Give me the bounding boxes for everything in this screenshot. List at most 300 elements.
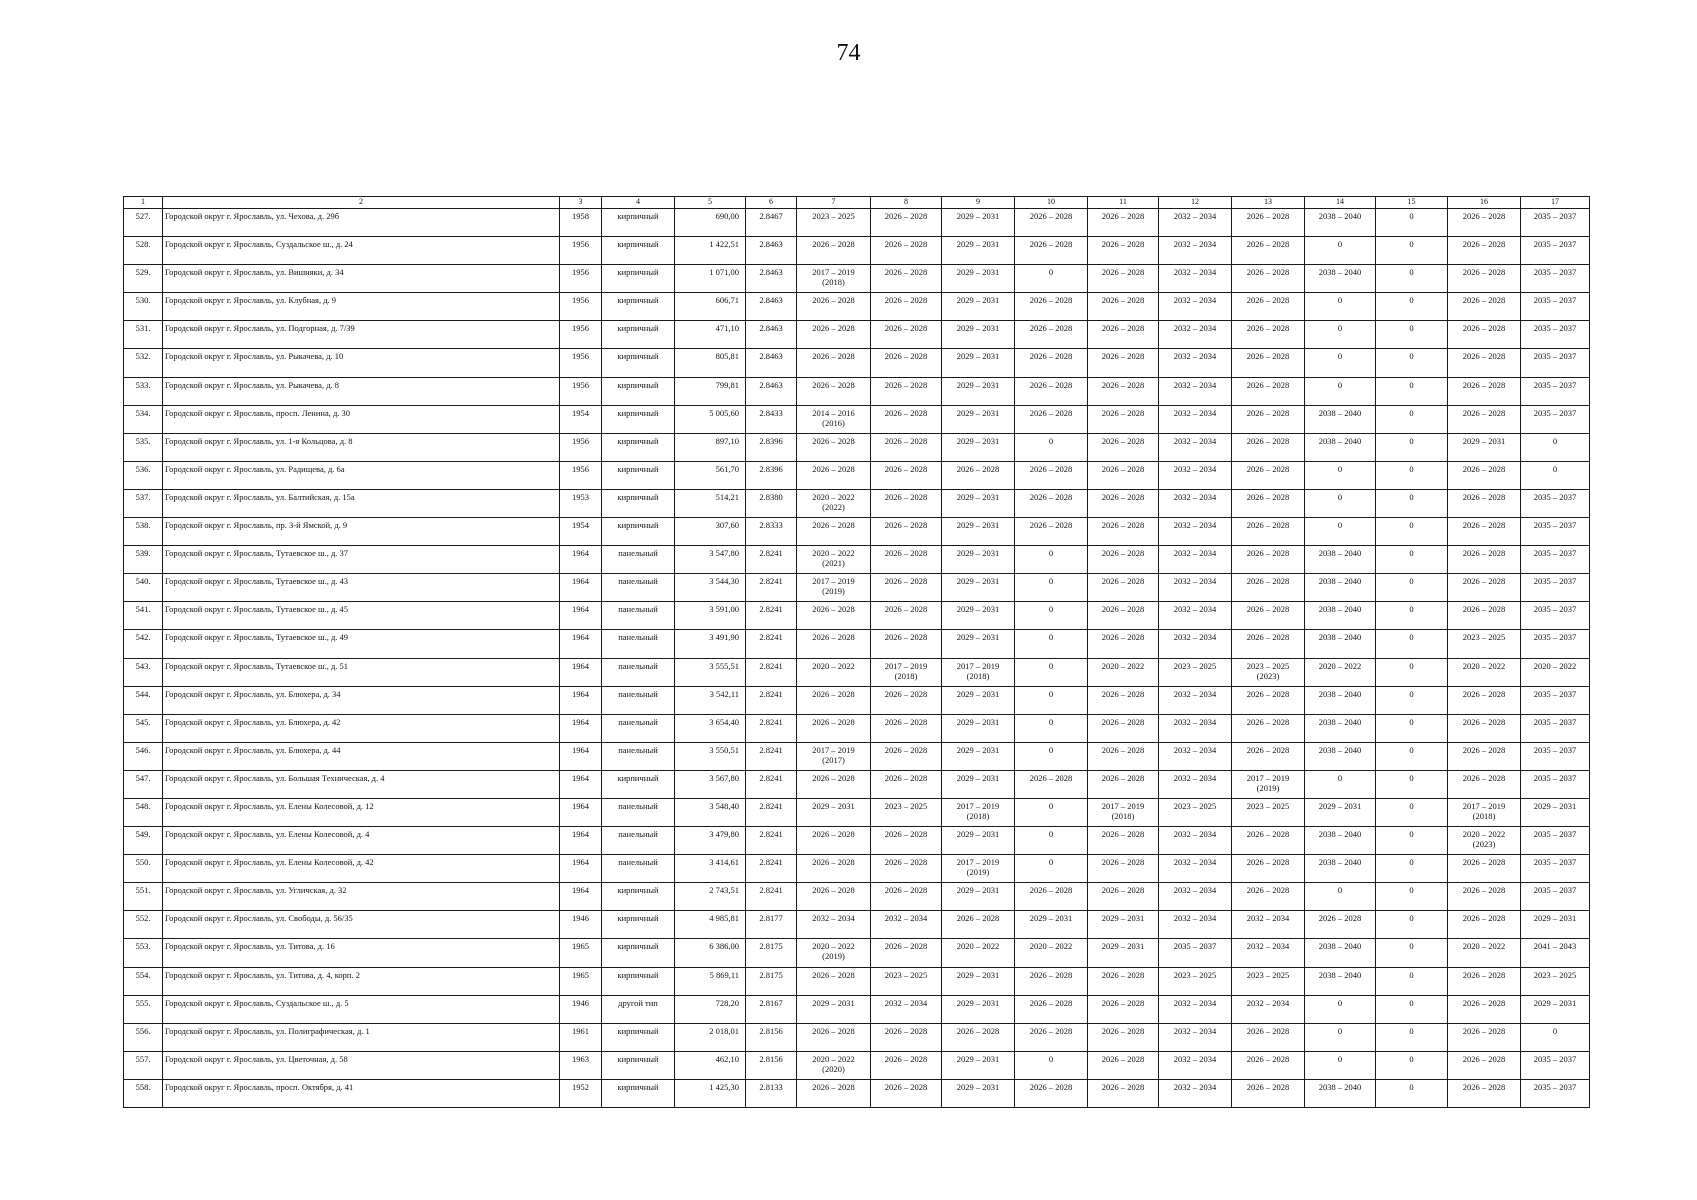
period-cell-7-value: 2026 – 2028 <box>812 716 855 727</box>
material-cell <box>602 293 675 321</box>
period-cell-17-value: 2035 – 2037 <box>1533 295 1577 306</box>
address-cell-value: Городской округ г. Ярославль, ул. 1-я Кольцова, д. 8 <box>165 435 353 446</box>
year-cell <box>560 349 602 377</box>
period-cell-8 <box>871 855 942 883</box>
area-cell <box>675 377 746 405</box>
period-cell-7-value: 2032 – 2034 <box>812 913 855 924</box>
address-cell-value: Городской округ г. Ярославль, Тутаевское ш., д. 51 <box>165 660 349 671</box>
period-cell-9 <box>942 377 1015 405</box>
coefficient-cell <box>746 798 797 826</box>
address-cell <box>163 574 560 602</box>
material-cell <box>602 798 675 826</box>
period-cell-11-actual-year: (2018) <box>1111 810 1135 821</box>
area-cell <box>675 658 746 686</box>
housing-repair-table <box>123 196 1590 1108</box>
area-cell <box>675 911 746 939</box>
period-cell-8 <box>871 518 942 546</box>
period-cell-14-value: 2038 – 2040 <box>1318 407 1362 418</box>
period-cell-8 <box>871 349 942 377</box>
row-number <box>124 209 163 237</box>
row-number <box>124 518 163 546</box>
material-cell <box>602 883 675 911</box>
period-cell-17-value: 2035 – 2037 <box>1533 211 1577 221</box>
column-number-header-row <box>124 197 1590 209</box>
period-cell-15-value: 0 <box>1409 997 1414 1008</box>
material-cell <box>602 770 675 798</box>
year-cell <box>560 883 602 911</box>
period-cell-16-value: 2026 – 2028 <box>1462 997 1506 1008</box>
period-cell-8 <box>871 602 942 630</box>
period-cell-13 <box>1232 321 1305 349</box>
period-cell-17 <box>1521 349 1590 377</box>
material-cell-value: панельный <box>618 632 658 643</box>
period-cell-15 <box>1376 574 1448 602</box>
coefficient-cell-value: 2.8175 <box>759 969 783 980</box>
period-cell-16 <box>1448 1079 1521 1107</box>
period-cell-12-value: 2032 – 2034 <box>1173 435 1217 446</box>
coefficient-cell <box>746 855 797 883</box>
address-cell <box>163 770 560 798</box>
period-cell-13 <box>1232 714 1305 742</box>
period-cell-7 <box>797 967 871 995</box>
period-cell-14-value: 0 <box>1337 491 1343 502</box>
address-cell <box>163 546 560 574</box>
period-cell-9-value: 2026 – 2028 <box>956 1025 1000 1036</box>
material-cell <box>602 630 675 658</box>
row-number-value: 544. <box>135 688 151 699</box>
period-cell-12-value: 2032 – 2034 <box>1173 857 1217 868</box>
material-cell <box>602 518 675 546</box>
period-cell-11-value: 2026 – 2028 <box>1101 211 1145 221</box>
period-cell-9 <box>942 827 1015 855</box>
material-cell <box>602 686 675 714</box>
row-number <box>124 602 163 630</box>
period-cell-15 <box>1376 939 1448 967</box>
period-cell-14-value: 2038 – 2040 <box>1318 435 1362 446</box>
area-cell <box>675 827 746 855</box>
period-cell-14 <box>1305 265 1376 293</box>
period-cell-17 <box>1521 883 1590 911</box>
area-cell-value: 3 544,30 <box>709 576 739 587</box>
address-cell <box>163 349 560 377</box>
address-cell <box>163 939 560 967</box>
row-number-value: 540. <box>135 576 151 587</box>
coefficient-cell-value: 2.8241 <box>759 716 783 727</box>
period-cell-9 <box>942 461 1015 489</box>
address-cell-value: Городской округ г. Ярославль, ул. Елены Колесовой, д. 4 <box>165 829 370 840</box>
period-cell-11-value: 2026 – 2028 <box>1101 435 1145 446</box>
period-cell-8 <box>871 630 942 658</box>
period-cell-8-value: 2023 – 2025 <box>884 800 928 811</box>
period-cell-16-value: 2029 – 2031 <box>1462 435 1506 446</box>
period-cell-17 <box>1521 433 1590 461</box>
period-cell-11-value: 2026 – 2028 <box>1101 997 1145 1008</box>
row-number-value: 539. <box>135 548 151 559</box>
period-cell-14 <box>1305 798 1376 826</box>
material-cell-value: панельный <box>618 800 658 811</box>
period-cell-7-value: 2020 – 2022 <box>812 1053 855 1064</box>
address-cell-value: Городской округ г. Ярославль, Тутаевское ш., д. 37 <box>165 548 349 559</box>
period-cell-12 <box>1159 658 1232 686</box>
period-cell-10 <box>1015 293 1088 321</box>
period-cell-13-value: 2026 – 2028 <box>1246 1025 1290 1036</box>
period-cell-16 <box>1448 827 1521 855</box>
row-number <box>124 433 163 461</box>
period-cell-11 <box>1088 405 1159 433</box>
period-cell-9 <box>942 321 1015 349</box>
period-cell-12-value: 2032 – 2034 <box>1173 829 1217 840</box>
area-cell-value: 728,20 <box>715 997 739 1008</box>
period-cell-8-value: 2026 – 2028 <box>884 267 928 278</box>
period-cell-11 <box>1088 630 1159 658</box>
period-cell-10 <box>1015 433 1088 461</box>
period-cell-17-value: 2035 – 2037 <box>1533 351 1577 362</box>
year-cell-value: 1964 <box>572 772 589 783</box>
year-cell-value: 1946 <box>572 997 589 1008</box>
row-number <box>124 714 163 742</box>
period-cell-14 <box>1305 967 1376 995</box>
area-cell-value: 690,00 <box>715 211 739 221</box>
period-cell-8 <box>871 237 942 265</box>
period-cell-11 <box>1088 827 1159 855</box>
area-cell-value: 3 491,90 <box>709 632 739 643</box>
period-cell-12-value: 2032 – 2034 <box>1173 885 1217 896</box>
table-row <box>124 855 1590 883</box>
area-cell-value: 897,10 <box>715 435 739 446</box>
period-cell-15 <box>1376 883 1448 911</box>
address-cell <box>163 265 560 293</box>
coefficient-cell <box>746 1079 797 1107</box>
period-cell-14 <box>1305 855 1376 883</box>
period-cell-10-value: 2026 – 2028 <box>1029 239 1073 250</box>
period-cell-11 <box>1088 433 1159 461</box>
period-cell-13-value: 2026 – 2028 <box>1246 632 1290 643</box>
period-cell-15 <box>1376 855 1448 883</box>
period-cell-8-value: 2026 – 2028 <box>884 211 928 221</box>
period-cell-8 <box>871 1023 942 1051</box>
area-cell <box>675 967 746 995</box>
period-cell-10-value: 0 <box>1048 716 1054 727</box>
period-cell-14 <box>1305 1023 1376 1051</box>
period-cell-15-value: 0 <box>1409 520 1414 531</box>
period-cell-15-value: 0 <box>1409 688 1414 699</box>
period-cell-17-value: 2029 – 2031 <box>1533 913 1577 924</box>
period-cell-11 <box>1088 489 1159 517</box>
period-cell-17 <box>1521 967 1590 995</box>
coefficient-cell <box>746 237 797 265</box>
period-cell-10 <box>1015 742 1088 770</box>
period-cell-10-value: 0 <box>1048 632 1054 643</box>
material-cell-value: кирпичный <box>617 491 659 502</box>
period-cell-17-value: 2035 – 2037 <box>1533 407 1577 418</box>
period-cell-7 <box>797 518 871 546</box>
period-cell-7-value: 2014 – 2016 <box>812 407 855 418</box>
period-cell-7-value: 2020 – 2022 <box>812 548 855 559</box>
period-cell-13-value: 2026 – 2028 <box>1246 885 1290 896</box>
table-row <box>124 714 1590 742</box>
area-cell <box>675 686 746 714</box>
coefficient-cell-value: 2.8156 <box>759 1025 783 1036</box>
period-cell-11 <box>1088 546 1159 574</box>
period-cell-13 <box>1232 546 1305 574</box>
period-cell-10 <box>1015 405 1088 433</box>
material-cell <box>602 602 675 630</box>
period-cell-16-actual-year: (2023) <box>1472 839 1496 850</box>
page-number: 74 <box>836 40 861 66</box>
area-cell <box>675 321 746 349</box>
area-cell-value: 1 071,00 <box>709 267 739 278</box>
row-number <box>124 658 163 686</box>
period-cell-9-value: 2026 – 2028 <box>956 463 1000 474</box>
row-number-value: 529. <box>135 267 151 278</box>
period-cell-12 <box>1159 602 1232 630</box>
period-cell-15 <box>1376 658 1448 686</box>
row-number <box>124 237 163 265</box>
area-cell <box>675 209 746 237</box>
column-header-3: 3 <box>560 197 602 209</box>
period-cell-7 <box>797 546 871 574</box>
coefficient-cell-value: 2.8396 <box>759 435 783 446</box>
coefficient-cell-value: 2.8177 <box>759 913 783 924</box>
period-cell-10 <box>1015 911 1088 939</box>
material-cell-value: кирпичный <box>617 351 659 362</box>
table-row <box>124 1051 1590 1079</box>
row-number <box>124 349 163 377</box>
period-cell-9 <box>942 995 1015 1023</box>
period-cell-16-value: 2026 – 2028 <box>1462 267 1506 278</box>
address-cell-value: Городской округ г. Ярославль, ул. Свободы, д. 56/35 <box>165 913 353 924</box>
period-cell-11 <box>1088 1023 1159 1051</box>
year-cell <box>560 995 602 1023</box>
address-cell <box>163 518 560 546</box>
period-cell-13 <box>1232 349 1305 377</box>
area-cell-value: 3 479,80 <box>709 829 739 840</box>
row-number-value: 554. <box>135 969 151 980</box>
period-cell-16 <box>1448 742 1521 770</box>
period-cell-9 <box>942 1079 1015 1107</box>
period-cell-14 <box>1305 518 1376 546</box>
address-cell-value: Городской округ г. Ярославль, ул. Балтийская, д. 15а <box>165 491 355 502</box>
period-cell-10 <box>1015 939 1088 967</box>
area-cell <box>675 770 746 798</box>
period-cell-7-actual-year: (2022) <box>822 501 845 512</box>
period-cell-8 <box>871 209 942 237</box>
year-cell <box>560 602 602 630</box>
row-number <box>124 827 163 855</box>
period-cell-10 <box>1015 855 1088 883</box>
period-cell-9-actual-year: (2019) <box>966 867 990 878</box>
material-cell-value: кирпичный <box>617 211 659 221</box>
period-cell-15 <box>1376 293 1448 321</box>
period-cell-9 <box>942 405 1015 433</box>
period-cell-13-value: 2017 – 2019 <box>1246 772 1290 783</box>
period-cell-8 <box>871 686 942 714</box>
period-cell-17-value: 2035 – 2037 <box>1533 632 1577 643</box>
period-cell-10-value: 0 <box>1048 800 1054 811</box>
period-cell-17-value: 2035 – 2037 <box>1533 576 1577 587</box>
period-cell-16-value: 2026 – 2028 <box>1462 211 1506 221</box>
period-cell-9-value: 2029 – 2031 <box>956 211 1000 221</box>
period-cell-17-value: 2035 – 2037 <box>1533 716 1577 727</box>
period-cell-17 <box>1521 658 1590 686</box>
period-cell-7 <box>797 602 871 630</box>
coefficient-cell-value: 2.8241 <box>759 660 783 671</box>
row-number <box>124 855 163 883</box>
period-cell-9 <box>942 714 1015 742</box>
period-cell-15-value: 0 <box>1409 857 1414 868</box>
coefficient-cell <box>746 602 797 630</box>
period-cell-11 <box>1088 209 1159 237</box>
coefficient-cell <box>746 1051 797 1079</box>
coefficient-cell-value: 2.8433 <box>759 407 783 418</box>
address-cell <box>163 321 560 349</box>
period-cell-12 <box>1159 967 1232 995</box>
period-cell-11 <box>1088 995 1159 1023</box>
period-cell-8 <box>871 293 942 321</box>
period-cell-11-value: 2020 – 2022 <box>1101 660 1145 671</box>
row-number <box>124 265 163 293</box>
period-cell-9 <box>942 798 1015 826</box>
period-cell-17 <box>1521 293 1590 321</box>
period-cell-11-value: 2026 – 2028 <box>1101 520 1145 531</box>
period-cell-16 <box>1448 293 1521 321</box>
period-cell-14-value: 0 <box>1337 520 1343 531</box>
period-cell-9-value: 2029 – 2031 <box>956 632 1000 643</box>
period-cell-8-actual-year: (2018) <box>894 670 918 681</box>
period-cell-12-value: 2032 – 2034 <box>1173 491 1217 502</box>
column-header-7: 7 <box>797 197 871 209</box>
area-cell <box>675 405 746 433</box>
table-row <box>124 770 1590 798</box>
period-cell-10 <box>1015 883 1088 911</box>
period-cell-9 <box>942 489 1015 517</box>
period-cell-15-value: 0 <box>1409 941 1414 952</box>
address-cell-value: Городской округ г. Ярославль, ул. Полиграфическая, д. 1 <box>165 1025 370 1036</box>
address-cell-value: Городской округ г. Ярославль, ул. Большая Техническая, д. 4 <box>165 772 385 783</box>
period-cell-8-value: 2026 – 2028 <box>884 857 928 868</box>
period-cell-17-value: 2023 – 2025 <box>1533 969 1577 980</box>
period-cell-14 <box>1305 714 1376 742</box>
period-cell-15-value: 0 <box>1409 239 1414 250</box>
coefficient-cell <box>746 1023 797 1051</box>
period-cell-7-actual-year: (2016) <box>822 417 845 428</box>
period-cell-8 <box>871 714 942 742</box>
period-cell-7-value: 2026 – 2028 <box>812 239 855 250</box>
period-cell-13 <box>1232 855 1305 883</box>
period-cell-15-value: 0 <box>1409 463 1414 474</box>
year-cell <box>560 798 602 826</box>
coefficient-cell-value: 2.8241 <box>759 632 783 643</box>
year-cell-value: 1956 <box>572 267 589 278</box>
table-row <box>124 911 1590 939</box>
period-cell-8-value: 2026 – 2028 <box>884 379 928 390</box>
row-number-value: 549. <box>135 829 151 840</box>
material-cell-value: кирпичный <box>617 772 659 783</box>
period-cell-16-value: 2026 – 2028 <box>1462 969 1506 980</box>
period-cell-15 <box>1376 967 1448 995</box>
table-row <box>124 967 1590 995</box>
column-header-5: 5 <box>675 197 746 209</box>
address-cell <box>163 461 560 489</box>
period-cell-14-value: 0 <box>1337 772 1343 783</box>
period-cell-10-value: 0 <box>1048 744 1054 755</box>
coefficient-cell-value: 2.8241 <box>759 688 783 699</box>
period-cell-15-value: 0 <box>1409 491 1414 502</box>
period-cell-13-value: 2026 – 2028 <box>1246 1053 1290 1064</box>
period-cell-15-value: 0 <box>1409 351 1414 362</box>
row-number-value: 548. <box>135 800 151 811</box>
period-cell-11-value: 2026 – 2028 <box>1101 1053 1145 1064</box>
column-header-2: 2 <box>163 197 560 209</box>
material-cell <box>602 939 675 967</box>
area-cell-value: 3 548,40 <box>709 800 739 811</box>
area-cell-value: 5 869,11 <box>709 969 739 980</box>
period-cell-16 <box>1448 209 1521 237</box>
year-cell <box>560 1079 602 1107</box>
period-cell-12 <box>1159 265 1232 293</box>
area-cell-value: 2 018,01 <box>709 1025 739 1036</box>
period-cell-8 <box>871 546 942 574</box>
period-cell-11 <box>1088 293 1159 321</box>
address-cell <box>163 827 560 855</box>
period-cell-10 <box>1015 1023 1088 1051</box>
coefficient-cell <box>746 911 797 939</box>
material-cell-value: панельный <box>618 716 658 727</box>
period-cell-8 <box>871 321 942 349</box>
period-cell-15-value: 0 <box>1409 800 1414 811</box>
period-cell-7 <box>797 489 871 517</box>
material-cell-value: кирпичный <box>617 1025 659 1036</box>
period-cell-9-value: 2029 – 2031 <box>956 351 1000 362</box>
period-cell-10-value: 2026 – 2028 <box>1029 520 1073 531</box>
row-number-value: 532. <box>135 351 151 362</box>
period-cell-11-value: 2026 – 2028 <box>1101 772 1145 783</box>
period-cell-15 <box>1376 1079 1448 1107</box>
period-cell-16-value: 2026 – 2028 <box>1462 1081 1506 1092</box>
period-cell-9-value: 2029 – 2031 <box>956 267 1000 278</box>
period-cell-9-value: 2029 – 2031 <box>956 744 1000 755</box>
period-cell-16-value: 2023 – 2025 <box>1462 632 1506 643</box>
period-cell-10 <box>1015 321 1088 349</box>
period-cell-8-value: 2026 – 2028 <box>884 885 928 896</box>
period-cell-16 <box>1448 630 1521 658</box>
address-cell <box>163 658 560 686</box>
period-cell-12-value: 2023 – 2025 <box>1173 969 1217 980</box>
period-cell-14 <box>1305 1079 1376 1107</box>
area-cell-value: 471,10 <box>715 323 739 334</box>
area-cell <box>675 995 746 1023</box>
coefficient-cell-value: 2.8463 <box>759 239 783 250</box>
year-cell-value: 1964 <box>572 800 589 811</box>
material-cell <box>602 742 675 770</box>
address-cell-value: Городской округ г. Ярославль, ул. Титова, д. 16 <box>165 941 335 952</box>
period-cell-13 <box>1232 377 1305 405</box>
period-cell-14-value: 0 <box>1337 295 1343 306</box>
material-cell <box>602 1079 675 1107</box>
address-cell <box>163 714 560 742</box>
year-cell-value: 1954 <box>572 520 589 531</box>
period-cell-14 <box>1305 827 1376 855</box>
period-cell-13-value: 2032 – 2034 <box>1246 941 1290 952</box>
period-cell-14-value: 2038 – 2040 <box>1318 829 1362 840</box>
period-cell-8 <box>871 1079 942 1107</box>
period-cell-9 <box>942 855 1015 883</box>
period-cell-8-value: 2026 – 2028 <box>884 491 928 502</box>
period-cell-15 <box>1376 742 1448 770</box>
period-cell-15 <box>1376 770 1448 798</box>
area-cell-value: 4 985,81 <box>709 913 739 924</box>
period-cell-15 <box>1376 546 1448 574</box>
